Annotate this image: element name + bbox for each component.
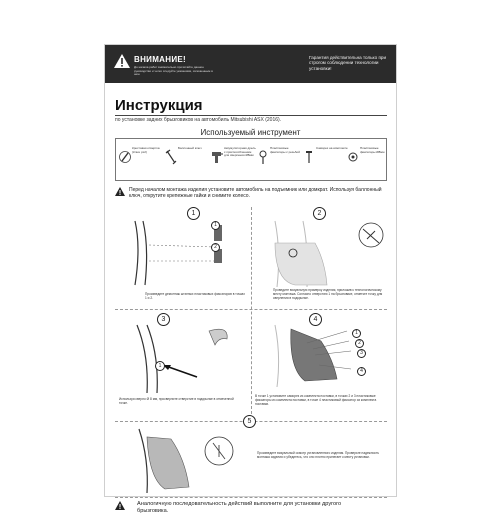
guarantee-text: Гарантия действительна только при строгом соблюдении технологии установки! [309, 55, 387, 71]
step-number: 2 [313, 207, 326, 220]
tools-box [115, 138, 387, 181]
callout-number: 1 [211, 221, 220, 230]
screw-icon [303, 149, 315, 165]
tool-item: Крестовая отвертка (Ключ рх2) [119, 145, 165, 175]
tool-item: Саморез на комплекте [303, 145, 349, 175]
page-subtitle: по установке задних брызговиков на автомобиль Mitsubishi ASX (2016). [115, 117, 282, 123]
drill-icon [211, 149, 223, 165]
tool-item: Пластиковые фиксаторы Ø8мм [347, 145, 393, 175]
step-caption: В точке 1 установите саморез из комплекта поставки, в точках 2 и 3 пластиковые фиксаторы из комплекта поставки, в точке 4 пластиковый фиксатор из комплекта поставки. [255, 394, 377, 406]
page-title: Инструкция [115, 97, 203, 114]
wrench-icon [165, 149, 177, 165]
warning-icon [114, 54, 130, 68]
step4-illustration [255, 325, 391, 389]
clip-icon [347, 149, 359, 165]
warning-bar [105, 45, 396, 83]
callout-number: 1 [155, 361, 165, 371]
step-number: 5 [243, 415, 256, 428]
screwdriver-icon [119, 149, 131, 165]
callout-number: 2 [211, 243, 220, 252]
step-number: 4 [309, 313, 322, 326]
step-number: 3 [157, 313, 170, 326]
tool-item: Пластиковые фиксаторы с резьбой [257, 145, 303, 175]
step1-illustration [119, 221, 247, 287]
step-caption: Проведите визуальную примерку изделия, приложив к технологическому месту монтажа. Согласно отверстию 1 на брызговике, отметьте точку для сверления в подкрылке. [273, 288, 383, 300]
title-underline [115, 115, 387, 116]
instruction-sheet: ВНИМАНИЕ! До начала работ внимательно прочитайте данное руководство и четко следуйте указаниям, изложенным в нем. Гарантия действительна только при строгом соблюдении технологии установки! Инструкция по установке задних брызговиков на автомобиль Mitsubishi ASX (2016). Используемый инструмент Крестовая отвертка (Ключ рх2) Баллонный ключ Аккумуляторная дрель с приспособлением для сверления Ø8мм Пластиковые фиксаторы с резьбой Саморез на комплекте Пластиковые фиксаторы Ø8мм Перед началом монтажа изделия установите автомобиль на подъемник или домкрат. Используя баллонный ключ, открутите крепежные гайки и снимите колесо. 1 1 2 Произведите демонтаж штатных пластиковых фиксаторов в точках 1 и 2. 2 Проведите визуальную примерку изделия, приложив к технологическому месту монтажа. Согласно отверстию 1 на брызговике, отметьте точку для сверления в подкрылке. 3 1 Используя сверло Ø 8 мм, просверлите отверстие в подкрылке в отмеченной точке. 4 1 2 3 4 В точке 1 установите саморез из комплекта поставки, в точках 2 и 3 пластиковые фиксаторы из комплекта поставки, в точке 4 пластиковый фиксатор из комплекта поставки. 5 Произведите визуальный осмотр установленного изделия. Проверьте надежность монтажа изделия и убедитесь, что оно плотно прилегает к месту установки. Аналогичную последовательность действий выполните для установки другого брызговика. [104, 44, 397, 497]
step5-illustration [119, 429, 249, 495]
tool-item: Аккумуляторная дрель с приспособлением для сверления Ø8мм [211, 145, 257, 175]
warning-icon [115, 501, 125, 510]
callout-number: 3 [357, 349, 366, 358]
callout-number: 4 [357, 367, 366, 376]
divider [115, 497, 387, 498]
step-caption: Произведите демонтаж штатных пластиковых фиксаторов в точках 1 и 2. [145, 292, 245, 300]
step3-illustration [119, 325, 247, 395]
step-number: 1 [187, 207, 200, 220]
callout-number: 2 [355, 339, 364, 348]
fastener-icon [257, 149, 269, 165]
warning-icon [115, 187, 125, 196]
step2-illustration [255, 221, 391, 289]
tools-title: Используемый инструмент [200, 128, 301, 137]
step-caption: Произведите визуальный осмотр установленного изделия. Проверьте надежность монтажа изделия и убедитесь, что оно плотно прилегает к месту установки. [257, 451, 380, 459]
warning-subtitle: До начала работ внимательно прочитайте данное руководство и четко следуйте указаниям, изложенным в нем. [134, 65, 213, 77]
callout-number: 1 [352, 329, 361, 338]
divider [251, 207, 252, 419]
warning-title: ВНИМАНИЕ! [134, 55, 186, 64]
tool-item: Баллонный ключ [165, 145, 211, 175]
step-caption: Используя сверло Ø 8 мм, просверлите отверстие в подкрылке в отмеченной точке. [119, 397, 234, 405]
